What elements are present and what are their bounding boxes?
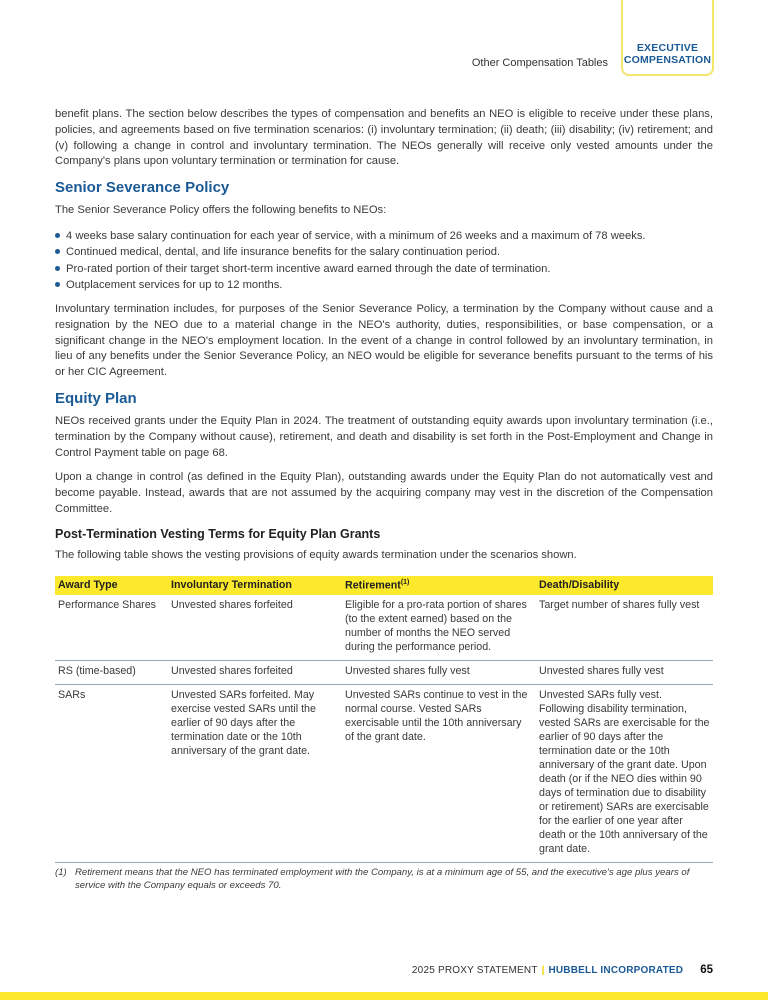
equity-plan-paragraph-1: NEOs received grants under the Equity Plan in 2024. The treatment of outstanding equity awards upon involuntary termination (i.e., termination by the Company without cause), retirement, and death and disability is set forth in the Post-Employment and Change in Control Payment table on page 68. bbox=[55, 414, 713, 459]
page-number: 65 bbox=[700, 964, 713, 976]
column-header-involuntary: Involuntary Termination bbox=[168, 576, 342, 595]
footnote-text: Retirement means that the NEO has terminated employment with the Company, is at a minimum age of 55, and the executive's age plus years of service with the Company equals or exceeds 70. bbox=[75, 866, 690, 891]
cell-death-disability: Unvested SARs fully vest. Following disability termination, vested SARs are exercisable for the earlier of 90 days after the termination date or the 10th anniversary of the grant date. Upon death (or if the NEO dies within 90 days of termination due to disability or retirement) SARs are exercisable for the earlier of one year after death or the 10th anniversary of the grant date. bbox=[536, 684, 713, 862]
section-tab-line-1: EXECUTIVE bbox=[636, 42, 699, 54]
cell-death-disability: Target number of shares fully vest bbox=[536, 595, 713, 661]
running-header-title: Other Compensation Tables bbox=[471, 57, 608, 69]
cell-retirement: Unvested shares fully vest bbox=[342, 660, 536, 684]
column-header-retirement bbox=[342, 576, 536, 595]
table-footnote bbox=[55, 866, 713, 892]
vesting-terms-table bbox=[55, 576, 713, 863]
cell-award-type: RS (time-based) bbox=[55, 660, 168, 684]
footer-document-title: 2025 PROXY STATEMENT bbox=[411, 964, 538, 976]
list-item: Outplacement services for up to 12 months. bbox=[55, 277, 713, 294]
cell-award-type: Performance Shares bbox=[55, 595, 168, 661]
equity-plan-paragraph-2: Upon a change in control (as defined in the Equity Plan), outstanding awards under the Equity Plan do not automatically vest and become payable. Instead, awards that are not assumed by the acquiring company may vest in the discretion of the Compensation Committee. bbox=[55, 471, 713, 515]
table-row bbox=[55, 660, 713, 684]
cell-retirement: Unvested SARs continue to vest in the normal course. Vested SARs exercisable until the 10th anniversary of the grant date. bbox=[342, 684, 536, 862]
list-item: 4 weeks base salary continuation for each year of service, with a minimum of 26 weeks and a maximum of 78 weeks. bbox=[55, 228, 713, 245]
table-header-row bbox=[55, 576, 713, 595]
footer-accent-bar bbox=[0, 992, 768, 1000]
intro-paragraph: benefit plans. The section below describes the types of compensation and benefits an NEO is eligible to receive under these plans, policies, and agreements based on five termination scenarios: (i) involuntary termination; (ii) death; (iii) disability; (iv) retirement; and (v) following a change in control and involuntary termination. The NEOs generally will receive only vested amounts under the Company's plans upon voluntary termination or termination for cause. bbox=[55, 108, 713, 168]
list-item: Continued medical, dental, and life insurance benefits for the salary continuation period. bbox=[55, 244, 713, 261]
column-header-award-type: Award Type bbox=[55, 576, 168, 595]
footnote-mark: (1) bbox=[400, 578, 410, 586]
footnote-number: (1) bbox=[55, 866, 67, 878]
equity-plan-heading: Equity Plan bbox=[55, 389, 137, 407]
retirement-header-label: Retirement bbox=[345, 579, 401, 592]
severance-benefits-list bbox=[55, 228, 713, 294]
cell-involuntary: Unvested shares forfeited bbox=[168, 595, 342, 661]
cell-death-disability: Unvested shares fully vest bbox=[536, 660, 713, 684]
column-header-death-disability: Death/Disability bbox=[536, 576, 713, 595]
cell-involuntary: Unvested SARs forfeited. May exercise vested SARs until the earlier of 90 days after the termination date or the 10th anniversary of the grant date. bbox=[168, 684, 342, 862]
cell-retirement: Eligible for a pro-rata portion of shares (to the extent earned) based on the number of months the NEO served during the performance period. bbox=[342, 595, 536, 661]
page-content bbox=[55, 107, 713, 892]
involuntary-termination-paragraph: Involuntary termination includes, for purposes of the Senior Severance Policy, a termination by the Company without cause and a resignation by the NEO due to a material change in the NEO's authority, duties, responsibilities, or base compensation, or a significant change in the NEO's employment location. In the event of a change in control followed by an involuntary termination, in lieu of any benefits under the Senior Severance Policy, an NEO would be eligible for severance benefits pursuant to the terms of his or her CIC Agreement. bbox=[55, 302, 713, 379]
table-row bbox=[55, 595, 713, 661]
table-row bbox=[55, 684, 713, 862]
senior-severance-heading: Senior Severance Policy bbox=[55, 179, 230, 197]
cell-award-type: SARs bbox=[55, 684, 168, 862]
section-tab[interactable] bbox=[621, 0, 714, 76]
vesting-terms-lead: The following table shows the vesting provisions of equity awards termination under the scenarios shown. bbox=[55, 548, 577, 561]
footer-separator: | bbox=[541, 964, 545, 976]
vesting-terms-heading: Post-Termination Vesting Terms for Equity Plan Grants bbox=[55, 526, 381, 541]
section-tab-line-2: COMPENSATION bbox=[623, 54, 712, 66]
footer-company-name: HUBBELL INCORPORATED bbox=[548, 964, 684, 976]
cell-involuntary: Unvested shares forfeited bbox=[168, 660, 342, 684]
senior-severance-lead: The Senior Severance Policy offers the following benefits to NEOs: bbox=[55, 204, 387, 217]
page-footer bbox=[412, 964, 713, 976]
list-item: Pro-rated portion of their target short-term incentive award earned through the date of termination. bbox=[55, 261, 713, 278]
